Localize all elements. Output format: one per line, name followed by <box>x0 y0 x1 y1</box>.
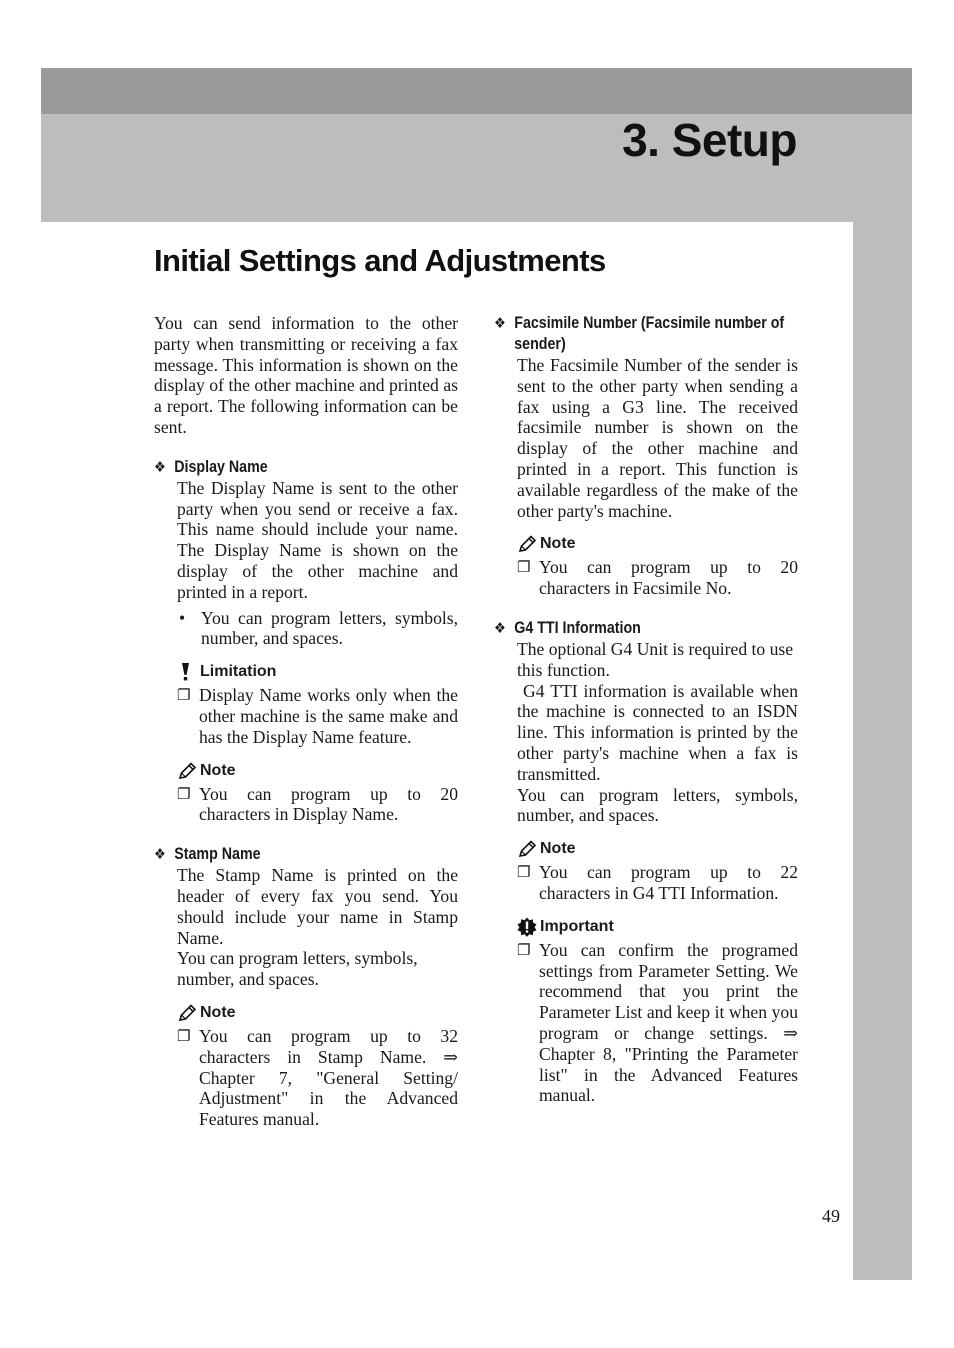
note-label: Note <box>540 535 576 553</box>
important-text: You can confirm the programed settings from Parameter Setting. We recommend that you print the Parameter List and keep it when you program or change settings. ⇒ Chapter 8, "Printing the Parameter list" in the Advanced Features manual. <box>539 939 798 1106</box>
stamp-name-heading <box>154 844 458 865</box>
g4-tti-heading <box>494 618 798 639</box>
diamond-bullet-icon: ❖ <box>494 315 506 332</box>
section-title: Initial Settings and Adjustments <box>154 243 606 278</box>
limitation-heading <box>177 661 458 683</box>
display-name-heading <box>154 457 458 478</box>
stamp-name-body-2: You can program letters, symbols, number, and spaces. <box>177 948 418 990</box>
stamp-name-heading-text: Stamp Name <box>174 845 261 864</box>
g4-tti-body-3: You can program letters, symbols, number, and spaces. <box>517 784 798 826</box>
facsimile-note-block <box>517 533 798 599</box>
note-text: You can program up to 20 characters in Display Name. <box>199 783 458 825</box>
checkbox-square-icon: ❐ <box>517 558 531 577</box>
side-bar <box>853 222 912 1280</box>
chapter-title: 3. Setup <box>622 114 797 166</box>
important-label: Important <box>540 917 614 935</box>
facsimile-number-heading <box>494 313 798 355</box>
note-label: Note <box>200 761 236 779</box>
bullet-text: You can program letters, symbols, number, and spaces. <box>201 607 458 649</box>
limitation-list <box>177 685 458 747</box>
page-number: 49 <box>822 1206 840 1226</box>
display-name-bullets <box>177 608 458 650</box>
pencil-icon <box>177 761 199 781</box>
stamp-name-note-block <box>177 1002 458 1130</box>
stamp-name-item <box>154 844 458 1130</box>
note-list <box>517 557 798 599</box>
important-list <box>517 940 798 1106</box>
pencil-icon <box>517 839 539 859</box>
list-item <box>177 784 458 826</box>
note-heading <box>177 1002 458 1024</box>
note-heading <box>517 838 798 860</box>
list-item <box>517 862 798 904</box>
list-item <box>517 557 798 599</box>
important-badge-icon <box>517 917 539 937</box>
display-name-heading-text: Display Name <box>174 457 268 476</box>
g4-note-block <box>517 838 798 904</box>
display-name-body: The Display Name is sent to the other party when you send or receive a fax. This name should include your name. The Display Name is shown on the display of the other machine and printed in a report. <box>177 477 458 602</box>
g4-tti-body-1: The optional G4 Unit is required to use this function. <box>517 638 794 680</box>
note-heading <box>177 760 458 782</box>
facsimile-number-body: The Facsimile Number of the sender is sent to the other party when sending a fax using a G3 line. The received facsimile number is shown on the display of the other machine and printed in a report. This function is available regardless of the make of the other party's machine. <box>517 355 798 521</box>
limitation-text: Display Name works only when the other machine is the same make and has the Display Name feature. <box>199 685 458 747</box>
g4-tti-body-2: G4 TTI information is available when the machine is connected to an ISDN line. This information is printed by the other party's machine when a fax is transmitted. <box>517 680 798 784</box>
display-name-item <box>154 457 458 825</box>
g4-tti-item <box>494 618 798 1106</box>
checkbox-square-icon: ❐ <box>177 784 191 803</box>
note-text: You can program up to 20 characters in Facsimile No. <box>539 557 798 599</box>
exclamation-icon <box>177 662 199 682</box>
right-column <box>494 313 798 1125</box>
note-label: Note <box>200 1003 236 1021</box>
header-band-top <box>41 68 912 114</box>
display-name-note-block <box>177 760 458 826</box>
note-list <box>177 1026 458 1130</box>
diamond-bullet-icon: ❖ <box>494 619 506 637</box>
note-list <box>517 862 798 904</box>
list-item <box>177 685 458 747</box>
intro-paragraph: You can send information to the other party when transmitting or receiving a fax message. This information is shown on the display of the other machine and printed as a report. The following information can be sent. <box>154 313 458 437</box>
limitation-block <box>177 661 458 747</box>
pencil-icon <box>517 534 539 554</box>
note-text: You can program up to 22 characters in G4 TTI Information. <box>539 862 798 903</box>
diamond-bullet-icon: ❖ <box>154 458 166 476</box>
important-block <box>517 916 798 1106</box>
list-item <box>517 940 798 1106</box>
list-item <box>177 1026 458 1130</box>
note-heading <box>517 533 798 555</box>
pencil-icon <box>177 1003 199 1023</box>
note-label: Note <box>540 840 576 858</box>
facsimile-number-item <box>494 313 798 599</box>
checkbox-square-icon: ❐ <box>177 686 191 705</box>
checkbox-square-icon: ❐ <box>177 1026 191 1045</box>
left-column <box>154 313 458 1149</box>
note-text: You can program up to 32 characters in Stamp Name. ⇒ Chapter 7, "General Setting/ Adjustment" in the Advanced Features manual. <box>199 1025 458 1130</box>
checkbox-square-icon: ❐ <box>517 863 531 882</box>
g4-tti-heading-text: G4 TTI Information <box>514 618 641 637</box>
checkbox-square-icon: ❐ <box>517 940 531 959</box>
diamond-bullet-icon: ❖ <box>154 846 166 864</box>
limitation-label: Limitation <box>200 663 277 681</box>
bullet-dot-icon: • <box>179 607 186 628</box>
facsimile-number-heading-text: Facsimile Number (Facsimile number of sender) <box>514 314 785 353</box>
list-item <box>177 608 458 650</box>
important-heading <box>517 916 798 938</box>
stamp-name-body-1: The Stamp Name is printed on the header of every fax you send. You should include your name in Stamp Name. <box>177 865 458 948</box>
note-list <box>177 784 458 826</box>
